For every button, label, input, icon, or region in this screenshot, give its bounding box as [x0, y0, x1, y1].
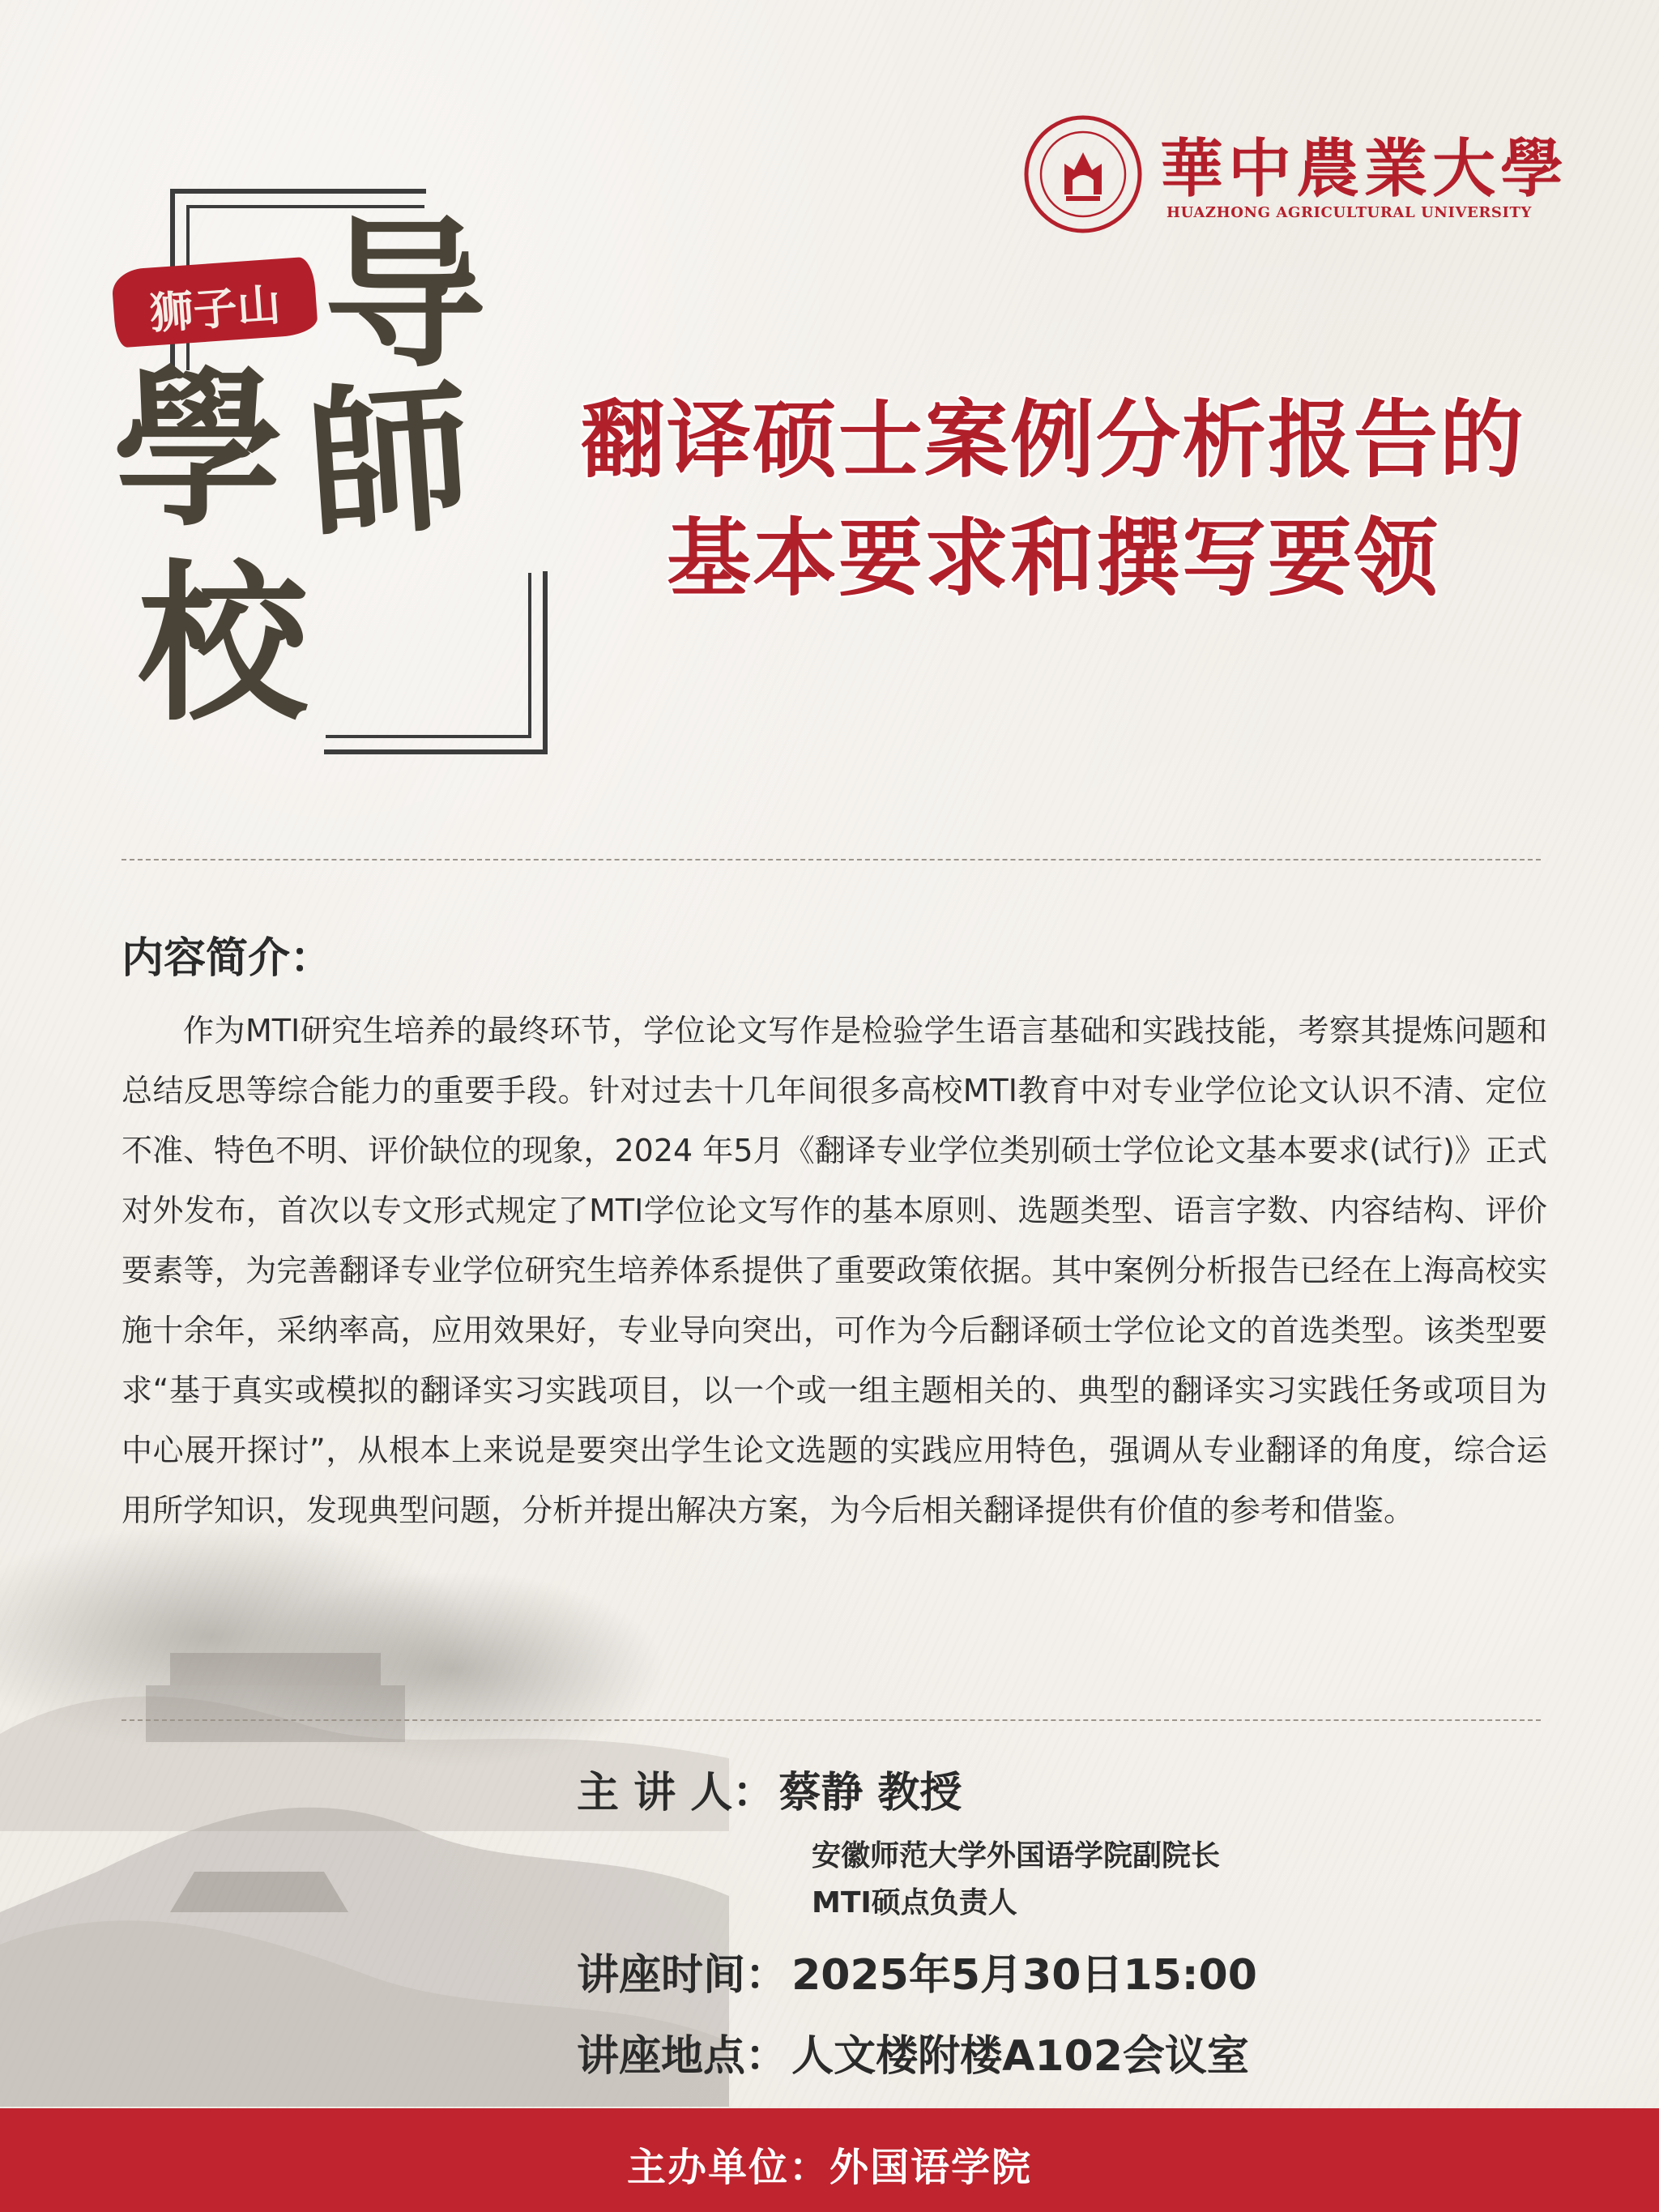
title-line-1: 翻译硕士案例分析报告的	[580, 390, 1525, 489]
university-logo	[1022, 113, 1569, 235]
university-name-english: HUAZHONG AGRICULTURAL UNIVERSITY	[1166, 204, 1532, 221]
corner-bracket-bottom-right	[324, 571, 548, 754]
speaker-label: 主 讲 人：	[577, 1769, 775, 1817]
intro-heading: 内容简介：	[122, 934, 333, 983]
venue-row	[577, 2022, 1249, 2082]
seal-tag-text: 狮子山	[147, 278, 283, 339]
venue-label: 讲座地点：	[577, 2032, 788, 2081]
venue-value: 人文楼附楼A102会议室	[791, 2032, 1249, 2081]
title-line-2: 基本要求和撰写要领	[666, 507, 1439, 608]
calligraphy-char-shi: 師	[301, 361, 476, 562]
calligraphy-char-dao: 导	[324, 200, 487, 391]
calligraphy-char-xiao: 校	[138, 544, 309, 744]
speaker-row	[577, 1758, 962, 1819]
university-name: 華中農業大學	[1160, 132, 1569, 206]
intro-body: 作为MTI研究生培养的最终环节，学位论文写作是检验学生语言基础和实践技能，考察其提炼问题和总结反思等综合能力的重要手段。针对过去十几年间很多高校MTI教育中对专业学位论文认识不清、定位不准、特色不明、评价缺位的现象，2024 年5月《翻译专业学位类别硕士学位论文基本要求(试行)》正式对外发布，首次以专文形式规定了MTI学位论文写作的基本原则、选题类型、语言字数、内容结构、评价要素等，为完善翻译专业学位研究生培养体系提供了重要政策依据。其中案例分析报告已经在上海高校实施十余年，采纳率高，应用效果好，专业导向突出，可作为今后翻译硕士学位论文的首选类型。该类型要求“基于真实或模拟的翻译实习实践项目，以一个或一组主题相关的、典型的翻译实习实践任务或项目为中心展开探讨”，从根本上来说是要突出学生论文选题的实践应用特色，强调从专业翻译的角度，综合运用所学知识，发现典型问题，分析并提出解决方案，为今后相关翻译提供有价值的参考和借鉴。	[122, 1013, 1547, 1528]
calligraphy-char-xue: 學	[113, 349, 284, 549]
university-seal-icon	[1022, 113, 1144, 235]
speaker-role: MTI硕点负责人	[812, 1886, 1017, 1919]
time-row	[577, 1941, 1257, 2001]
lecture-title	[518, 381, 1588, 617]
divider-bottom	[122, 1719, 1541, 1721]
seal-tag	[111, 256, 318, 348]
speaker-name: 蔡静 教授	[778, 1769, 962, 1817]
time-value: 2025年5月30日15:00	[791, 1951, 1257, 2000]
divider-top	[122, 859, 1541, 860]
footer-bar	[0, 2108, 1659, 2212]
brand-block	[113, 182, 502, 798]
time-label: 讲座时间：	[577, 1951, 788, 2000]
organizer-text: 主办单位：外国语学院	[626, 2145, 1032, 2190]
speaker-affiliation: 安徽师范大学外国语学院副院长	[812, 1839, 1221, 1873]
